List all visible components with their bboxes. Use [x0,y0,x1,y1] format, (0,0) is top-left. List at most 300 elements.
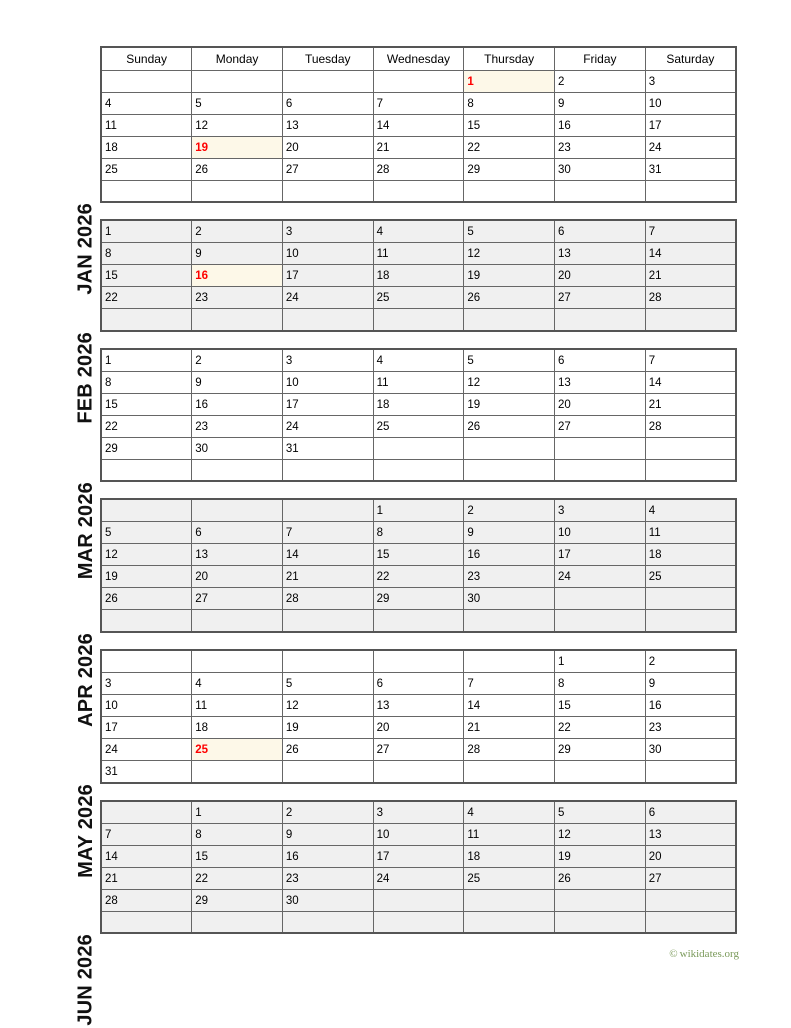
day-cell[interactable]: 6 [555,220,646,243]
day-cell[interactable]: 25 [373,415,464,437]
weekday-header: Wednesday [373,47,464,70]
month-label-cell [0,348,100,580]
day-cell[interactable]: 4 [464,801,555,824]
day-cell-empty [645,889,736,911]
day-cell[interactable]: 7 [464,672,555,694]
day-cell-empty [282,760,373,783]
month-label: JUN 2026 [75,934,97,1026]
day-cell[interactable]: 13 [282,114,373,136]
day-cell-empty [192,309,283,331]
month-label: MAY 2026 [75,783,97,878]
day-cell[interactable]: 24 [282,415,373,437]
week-row [101,738,736,760]
weekday-header: Monday [192,47,283,70]
week-row [101,845,736,867]
day-cell-empty [373,650,464,673]
week-row [101,544,736,566]
day-cell[interactable]: 17 [282,393,373,415]
day-cell[interactable]: 17 [555,544,646,566]
day-cell-empty [373,760,464,783]
day-cell[interactable]: 31 [282,437,373,459]
day-cell[interactable]: 19 [464,393,555,415]
month-label-cell [0,498,100,727]
day-cell-holiday[interactable]: 25 [192,738,283,760]
day-cell-empty [645,459,736,481]
day-cell-empty [555,760,646,783]
day-cell[interactable]: 8 [101,371,192,393]
day-cell[interactable]: 25 [645,566,736,588]
month-grid [100,219,737,332]
day-cell-empty [645,610,736,632]
day-cell-empty [555,610,646,632]
week-row [101,180,736,202]
day-cell[interactable]: 1 [101,349,192,372]
day-cell[interactable]: 15 [555,694,646,716]
weekday-header: Saturday [645,47,736,70]
day-cell-empty [464,437,555,459]
day-cell-empty [373,180,464,202]
month-label-cell [0,649,100,878]
day-cell[interactable]: 10 [373,823,464,845]
month-label-cell [0,46,100,295]
day-cell[interactable]: 11 [464,823,555,845]
day-cell-empty [282,499,373,522]
day-cell[interactable]: 23 [555,136,646,158]
day-cell-empty [192,499,283,522]
day-cell[interactable]: 10 [645,92,736,114]
month-label: FEB 2026 [75,331,97,424]
day-cell-empty [464,911,555,933]
day-cell[interactable]: 8 [192,823,283,845]
day-cell[interactable]: 25 [464,867,555,889]
day-cell[interactable]: 1 [101,220,192,243]
month-block [0,46,791,295]
day-cell[interactable]: 5 [464,349,555,372]
day-cell-empty [464,650,555,673]
day-cell[interactable]: 12 [101,544,192,566]
day-cell[interactable]: 9 [555,92,646,114]
day-cell[interactable]: 15 [373,544,464,566]
day-cell-empty [373,70,464,92]
week-row [101,437,736,459]
day-cell[interactable]: 5 [101,522,192,544]
day-cell[interactable]: 3 [645,70,736,92]
day-cell[interactable]: 9 [192,371,283,393]
weekday-header: Thursday [464,47,555,70]
week-row [101,672,736,694]
day-cell[interactable]: 6 [645,801,736,824]
week-row [101,158,736,180]
day-cell-empty [464,309,555,331]
day-cell[interactable]: 21 [464,716,555,738]
week-row [101,243,736,265]
day-cell[interactable]: 12 [192,114,283,136]
day-cell[interactable]: 9 [464,522,555,544]
day-cell[interactable]: 27 [645,867,736,889]
week-row [101,867,736,889]
day-cell[interactable]: 28 [464,738,555,760]
day-cell[interactable]: 17 [282,265,373,287]
day-cell[interactable]: 21 [282,566,373,588]
month-grid [100,649,737,784]
day-cell[interactable]: 11 [101,114,192,136]
day-cell[interactable]: 16 [192,393,283,415]
day-cell-empty [373,459,464,481]
day-cell-empty [373,610,464,632]
day-cell[interactable]: 12 [464,371,555,393]
day-cell[interactable]: 9 [282,823,373,845]
day-cell[interactable]: 4 [373,220,464,243]
week-row [101,114,736,136]
weekday-header-row [101,47,736,70]
day-cell[interactable]: 6 [555,349,646,372]
day-cell-empty [101,309,192,331]
day-cell[interactable]: 26 [192,158,283,180]
day-cell-empty [555,437,646,459]
day-cell[interactable]: 14 [373,114,464,136]
day-cell[interactable]: 5 [464,220,555,243]
day-cell[interactable]: 24 [282,287,373,309]
day-cell[interactable]: 28 [645,415,736,437]
day-cell[interactable]: 22 [555,716,646,738]
day-cell[interactable]: 5 [282,672,373,694]
day-cell-empty [373,889,464,911]
day-cell[interactable]: 19 [464,265,555,287]
day-cell[interactable]: 20 [192,566,283,588]
day-cell[interactable]: 29 [192,889,283,911]
day-cell[interactable]: 11 [645,522,736,544]
day-cell[interactable]: 2 [192,349,283,372]
week-row [101,309,736,331]
day-cell[interactable]: 8 [555,672,646,694]
day-cell[interactable]: 19 [101,566,192,588]
day-cell[interactable]: 13 [555,371,646,393]
month-label-cell [0,800,100,1026]
day-cell[interactable]: 29 [555,738,646,760]
day-cell[interactable]: 23 [645,716,736,738]
day-cell[interactable]: 3 [373,801,464,824]
day-cell[interactable]: 28 [101,889,192,911]
day-cell[interactable]: 2 [282,801,373,824]
day-cell[interactable]: 10 [555,522,646,544]
week-row [101,265,736,287]
day-cell[interactable]: 2 [192,220,283,243]
day-cell-empty [101,499,192,522]
day-cell-empty [555,459,646,481]
day-cell[interactable]: 19 [555,845,646,867]
day-cell[interactable]: 30 [192,437,283,459]
day-cell[interactable]: 21 [645,393,736,415]
day-cell[interactable]: 22 [101,287,192,309]
week-row [101,566,736,588]
week-row [101,136,736,158]
day-cell[interactable]: 28 [282,588,373,610]
week-row [101,889,736,911]
month-grid [100,46,737,203]
week-row [101,522,736,544]
day-cell-empty [645,180,736,202]
week-row [101,911,736,933]
day-cell[interactable]: 9 [192,243,283,265]
day-cell[interactable]: 21 [373,136,464,158]
day-cell-empty [555,889,646,911]
day-cell[interactable]: 7 [645,349,736,372]
day-cell[interactable]: 15 [192,845,283,867]
day-cell[interactable]: 29 [373,588,464,610]
day-cell-empty [282,911,373,933]
day-cell[interactable]: 2 [464,499,555,522]
day-cell[interactable]: 20 [282,136,373,158]
day-cell[interactable]: 15 [101,393,192,415]
day-cell-empty [464,889,555,911]
day-cell[interactable]: 21 [645,265,736,287]
day-cell-empty [555,180,646,202]
day-cell[interactable]: 22 [101,415,192,437]
day-cell[interactable]: 12 [464,243,555,265]
day-cell[interactable]: 7 [645,220,736,243]
day-cell[interactable]: 30 [645,738,736,760]
day-cell[interactable]: 5 [192,92,283,114]
day-cell[interactable]: 9 [645,672,736,694]
month-block [0,649,791,878]
day-cell[interactable]: 13 [555,243,646,265]
day-cell[interactable]: 4 [192,672,283,694]
day-cell[interactable]: 21 [101,867,192,889]
day-cell[interactable]: 26 [555,867,646,889]
day-cell[interactable]: 26 [464,287,555,309]
day-cell[interactable]: 30 [464,588,555,610]
day-cell[interactable]: 24 [373,867,464,889]
day-cell[interactable]: 16 [464,544,555,566]
day-cell[interactable]: 14 [645,243,736,265]
day-cell[interactable]: 16 [555,114,646,136]
day-cell[interactable]: 10 [282,371,373,393]
day-cell[interactable]: 15 [464,114,555,136]
week-row [101,760,736,783]
day-cell[interactable]: 31 [101,760,192,783]
week-row [101,415,736,437]
month-grid [100,498,737,633]
weekday-header: Friday [555,47,646,70]
day-cell[interactable]: 18 [101,136,192,158]
day-cell-empty [464,459,555,481]
day-cell[interactable]: 13 [373,694,464,716]
day-cell[interactable]: 30 [282,889,373,911]
month-label: MAR 2026 [75,482,97,580]
day-cell[interactable]: 1 [373,499,464,522]
day-cell[interactable]: 26 [464,415,555,437]
day-cell-empty [464,180,555,202]
day-cell[interactable]: 15 [101,265,192,287]
day-cell[interactable]: 5 [555,801,646,824]
day-cell[interactable]: 18 [373,393,464,415]
day-cell[interactable]: 20 [555,265,646,287]
week-row [101,220,736,243]
day-cell[interactable]: 18 [373,265,464,287]
day-cell[interactable]: 22 [373,566,464,588]
day-cell[interactable]: 24 [555,566,646,588]
day-cell[interactable]: 16 [645,694,736,716]
month-label: APR 2026 [75,632,97,727]
day-cell[interactable]: 2 [555,70,646,92]
day-cell[interactable]: 3 [555,499,646,522]
day-cell[interactable]: 27 [282,158,373,180]
day-cell[interactable]: 27 [555,287,646,309]
day-cell[interactable]: 14 [101,845,192,867]
day-cell[interactable]: 20 [645,845,736,867]
day-cell[interactable]: 18 [192,716,283,738]
day-cell[interactable]: 25 [101,158,192,180]
day-cell[interactable]: 22 [464,136,555,158]
day-cell[interactable]: 23 [192,415,283,437]
month-label: JAN 2026 [75,203,97,295]
day-cell[interactable]: 11 [373,243,464,265]
day-cell-empty [192,180,283,202]
day-cell[interactable]: 24 [101,738,192,760]
day-cell[interactable]: 3 [282,220,373,243]
month-label-cell [0,219,100,424]
day-cell[interactable]: 23 [282,867,373,889]
day-cell-holiday[interactable]: 1 [464,70,555,92]
day-cell[interactable]: 18 [645,544,736,566]
day-cell[interactable]: 2 [645,650,736,673]
day-cell-empty [373,911,464,933]
day-cell[interactable]: 30 [555,158,646,180]
day-cell-empty [192,70,283,92]
day-cell-empty [645,437,736,459]
day-cell[interactable]: 7 [101,823,192,845]
day-cell-empty [101,180,192,202]
day-cell[interactable]: 13 [645,823,736,845]
day-cell-empty [282,70,373,92]
day-cell[interactable]: 8 [373,522,464,544]
day-cell-empty [645,911,736,933]
day-cell[interactable]: 13 [192,544,283,566]
day-cell[interactable]: 11 [192,694,283,716]
day-cell[interactable]: 8 [464,92,555,114]
day-cell-empty [464,610,555,632]
day-cell-empty [192,459,283,481]
day-cell[interactable]: 17 [101,716,192,738]
day-cell-empty [282,650,373,673]
day-cell-empty [555,588,646,610]
day-cell[interactable]: 26 [101,588,192,610]
footer-site-name: wikidates.org [679,948,739,960]
week-row [101,371,736,393]
day-cell-empty [645,760,736,783]
day-cell-empty [645,309,736,331]
day-cell-empty [101,801,192,824]
day-cell[interactable]: 29 [464,158,555,180]
day-cell[interactable]: 24 [645,136,736,158]
copyright-icon: © [669,948,678,960]
day-cell-empty [101,459,192,481]
day-cell-empty [192,760,283,783]
day-cell[interactable]: 1 [555,650,646,673]
week-row [101,459,736,481]
day-cell-empty [282,610,373,632]
week-row [101,823,736,845]
week-row [101,801,736,824]
day-cell[interactable]: 6 [373,672,464,694]
day-cell[interactable]: 28 [645,287,736,309]
day-cell-holiday[interactable]: 19 [192,136,283,158]
week-row [101,716,736,738]
day-cell-empty [555,309,646,331]
day-cell[interactable]: 23 [464,566,555,588]
day-cell-empty [101,650,192,673]
day-cell[interactable]: 27 [555,415,646,437]
day-cell[interactable]: 3 [282,349,373,372]
day-cell[interactable]: 17 [645,114,736,136]
day-cell[interactable]: 31 [645,158,736,180]
day-cell[interactable]: 28 [373,158,464,180]
day-cell-holiday[interactable]: 16 [192,265,283,287]
day-cell[interactable]: 29 [101,437,192,459]
week-row [101,70,736,92]
day-cell-empty [282,180,373,202]
week-row [101,349,736,372]
day-cell[interactable]: 3 [101,672,192,694]
week-row [101,650,736,673]
day-cell[interactable]: 27 [373,738,464,760]
day-cell[interactable]: 14 [645,371,736,393]
day-cell[interactable]: 1 [192,801,283,824]
day-cell[interactable]: 12 [555,823,646,845]
footer-credit [669,948,739,960]
day-cell[interactable]: 22 [192,867,283,889]
day-cell[interactable]: 18 [464,845,555,867]
month-block [0,348,791,580]
day-cell-empty [101,911,192,933]
day-cell[interactable]: 7 [373,92,464,114]
day-cell[interactable]: 4 [373,349,464,372]
day-cell[interactable]: 10 [282,243,373,265]
week-row [101,610,736,632]
day-cell[interactable]: 26 [282,738,373,760]
day-cell[interactable]: 8 [101,243,192,265]
day-cell-empty [373,309,464,331]
day-cell[interactable]: 6 [192,522,283,544]
day-cell[interactable]: 14 [464,694,555,716]
weekday-header: Tuesday [282,47,373,70]
day-cell[interactable]: 17 [373,845,464,867]
day-cell-empty [282,309,373,331]
day-cell[interactable]: 7 [282,522,373,544]
day-cell[interactable]: 4 [101,92,192,114]
day-cell[interactable]: 20 [373,716,464,738]
day-cell[interactable]: 11 [373,371,464,393]
day-cell[interactable]: 16 [282,845,373,867]
day-cell[interactable]: 6 [282,92,373,114]
day-cell[interactable]: 12 [282,694,373,716]
day-cell[interactable]: 10 [101,694,192,716]
day-cell[interactable]: 25 [373,287,464,309]
day-cell[interactable]: 23 [192,287,283,309]
month-grid [100,348,737,483]
month-grid [100,800,737,935]
week-row [101,92,736,114]
day-cell[interactable]: 4 [645,499,736,522]
day-cell[interactable]: 14 [282,544,373,566]
day-cell-empty [373,437,464,459]
day-cell-empty [555,911,646,933]
day-cell-empty [282,459,373,481]
day-cell-empty [101,70,192,92]
day-cell[interactable]: 27 [192,588,283,610]
day-cell[interactable]: 19 [282,716,373,738]
day-cell[interactable]: 20 [555,393,646,415]
